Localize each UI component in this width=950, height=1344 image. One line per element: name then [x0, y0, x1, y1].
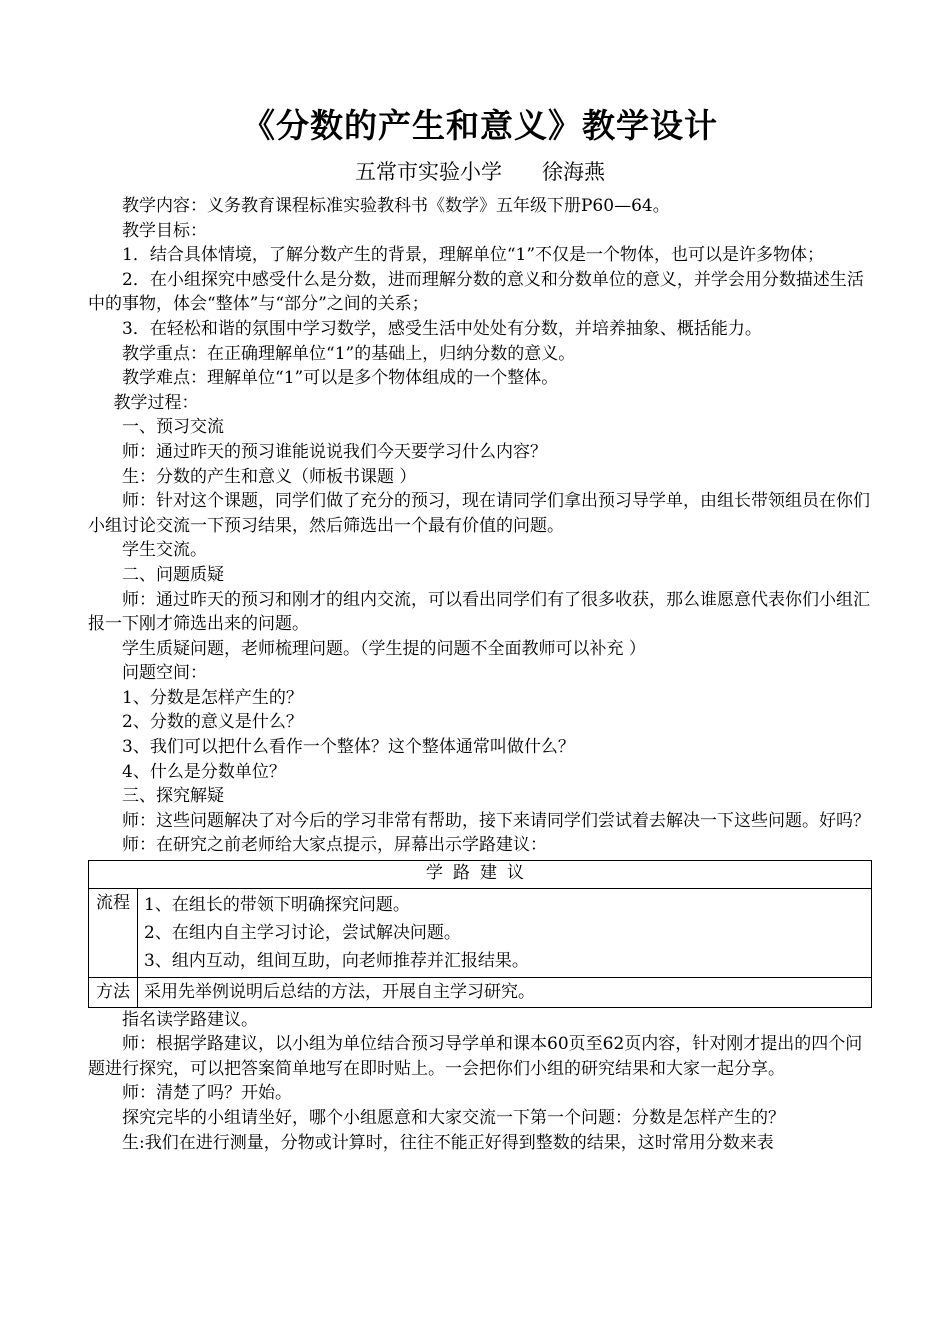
paragraph: 教学重点：在正确理解单位“1”的基础上，归纳分数的意义。: [122, 343, 576, 364]
method-text: 采用先举例说明后总结的方法，开展自主学习研究。: [138, 978, 872, 1008]
learning-suggestion-table: [88, 860, 872, 1008]
paragraph: 问题空间：: [122, 663, 207, 684]
paragraph: 教学过程：: [113, 392, 199, 413]
paragraph: 二、问题质疑: [122, 564, 224, 585]
document-page: [88, 100, 872, 1155]
paragraph: 教学难点：理解单位“1”可以是多个物体组成的一个整体。: [122, 368, 559, 389]
paragraph: 生：分数的产生和意义（师板书课题 ）: [122, 466, 417, 487]
paragraph: 1．结合具体情境，了解分数产生的背景，理解单位“1”不仅是一个物体，也可以是许多物体；: [122, 245, 825, 266]
process-steps: [138, 889, 872, 978]
body-section-after-table: [88, 1008, 872, 1156]
process-step: 3、组内互动，组间互助，向老师推荐并汇报结果。: [144, 951, 529, 972]
table-header: 学路建议: [89, 861, 872, 889]
paragraph: 指名读学路建议。: [122, 1009, 258, 1030]
paragraph: 2、分数的意义是什么？: [122, 712, 303, 733]
process-step: 2、在组内自主学习讨论，尝试解决问题。: [144, 923, 461, 944]
paragraph: 教学目标：: [122, 220, 207, 241]
method-label: 方法: [89, 978, 138, 1008]
paragraph: 师：针对这个课题，同学们做了充分的预习，现在请同学们拿出预习导学单，由组长带领组员在你们小组讨论交流一下预习结果，然后筛选出一个最有价值的问题。: [88, 491, 870, 536]
paragraph: 教学内容：义务教育课程标准实验教科书《数学》五年级下册P60—64。: [122, 196, 670, 216]
paragraph: 师：通过昨天的预习谁能说说我们今天要学习什么内容？: [122, 441, 547, 462]
paragraph: 师：清楚了吗？开始。: [122, 1083, 292, 1104]
paragraph: 生:我们在进行测量，分物或计算时，往往不能正好得到整数的结果，这时常用分数来表: [122, 1132, 774, 1153]
paragraph: 学生质疑问题，老师梳理问题。（学生提的问题不全面教师可以补充 ）: [122, 638, 646, 659]
body-section-before-table: [88, 194, 872, 858]
paragraph: 2．在小组探究中感受什么是分数，进而理解分数的意义和分数单位的意义，并学会用分数描述生活中的事物，体会“整体”与“部分”之间的关系；: [88, 269, 864, 315]
paragraph: 师：根据学路建议，以小组为单位结合预习导学单和课本60页至62页内容，针对刚才提出的四个问题进行探究，可以把答案简单地写在即时贴上。一会把你们小组的研究结果和大家一起分享。: [88, 1034, 863, 1079]
paragraph: 师：通过昨天的预习和刚才的组内交流，可以看出同学们有了很多收获，那么谁愿意代表你们小组汇报一下刚才筛选出来的问题。: [88, 589, 870, 635]
process-label: 流程: [89, 889, 138, 978]
process-step: 1、在组长的带领下明确探究问题。: [144, 895, 410, 916]
document-subtitle: 五常市实验小学 徐海燕: [354, 160, 606, 184]
paragraph: 4、什么是分数单位？: [122, 761, 286, 782]
paragraph: 师：在研究之前老师给大家点提示，屏幕出示学路建议：: [122, 835, 547, 856]
paragraph: 一、预习交流: [122, 417, 224, 438]
paragraph: 3．在轻松和谐的氛围中学习数学，感受生活中处处有分数，并培养抽象、概括能力。: [122, 318, 762, 339]
paragraph: 1、分数是怎样产生的？: [122, 687, 303, 708]
paragraph: 学生交流。: [122, 540, 207, 561]
paragraph: 3、我们可以把什么看作一个整体？这个整体通常叫做什么？: [122, 737, 575, 758]
paragraph: 探究完毕的小组请坐好，哪个小组愿意和大家交流一下第一个问题：分数是怎样产生的？: [122, 1108, 785, 1128]
paragraph: 师：这些问题解决了对今后的学习非常有帮助，接下来请同学们尝试着去解决一下这些问题。好吗？: [122, 810, 870, 831]
paragraph: 三、探究解疑: [122, 786, 224, 807]
document-title: 《分数的产生和意义》教学设计: [242, 106, 718, 145]
